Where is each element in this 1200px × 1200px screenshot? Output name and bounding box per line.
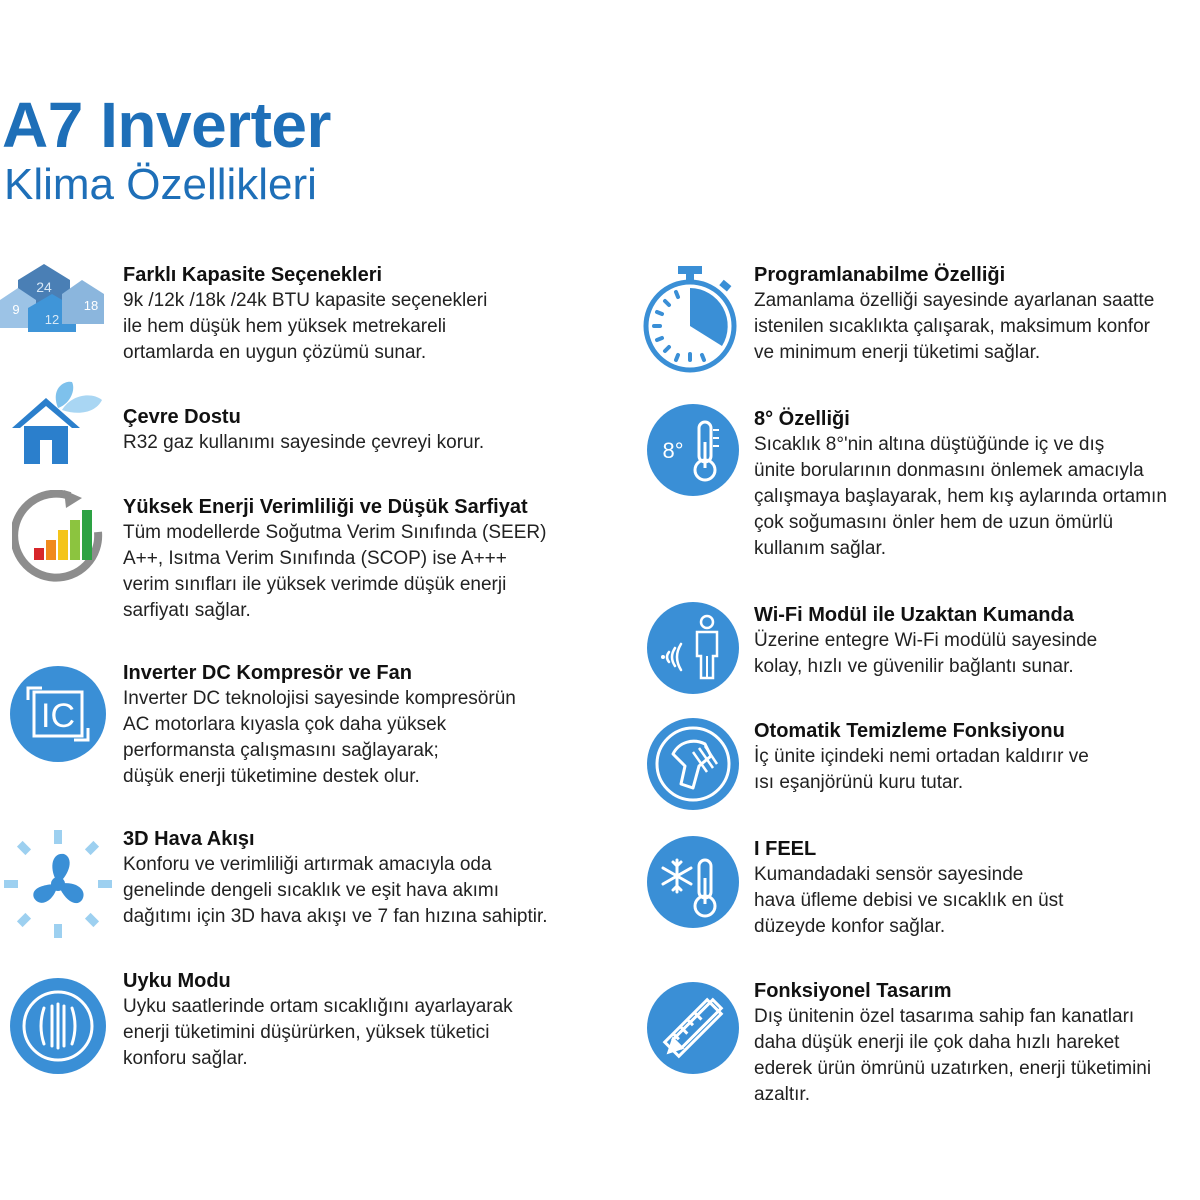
feature-line: Kumandadaki sensör sayesinde <box>754 864 1024 885</box>
i-feel-icon <box>645 834 741 930</box>
house-label-9: 9 <box>12 302 20 317</box>
feature-line: kullanım sağlar. <box>754 538 887 559</box>
feature-line: enerji tüketimini düşürürken, yüksek tüketici <box>123 1022 490 1043</box>
feature-line: R32 gaz kullanımı sayesinde çevreyi korur. <box>123 432 485 453</box>
feature-line: Tüm modellerde Soğutma Verim Sınıfında (SEER) <box>123 522 547 543</box>
feature-line: A++, Isıtma Verim Sınıfında (SCOP) ise A+++ <box>123 548 507 569</box>
self-clean-icon <box>645 716 741 812</box>
feature-capacity <box>123 262 487 366</box>
house-label-12: 12 <box>44 312 60 327</box>
feature-title: Otomatik Temizleme Fonksiyonu <box>754 720 1065 742</box>
functional-design-icon <box>645 980 741 1076</box>
feature-sleep <box>123 968 513 1072</box>
feature-line: sarfiyatı sağlar. <box>123 600 251 621</box>
feature-wifi <box>754 602 1097 680</box>
feature-line: Zamanlama özelliği sayesinde ayarlanan saatte <box>754 290 1155 311</box>
page-title: A7 Inverter <box>2 89 331 161</box>
fan-3d-airflow-icon <box>2 828 114 940</box>
feature-line: ortamlarda en uygun çözümü sunar. <box>123 342 427 363</box>
feature-title: Yüksek Enerji Verimliliği ve Düşük Sarfiyat <box>123 496 528 518</box>
houses-capacity-icon <box>0 262 110 334</box>
feature-line: çok soğumasını önler hem de uzun ömürlü <box>754 512 1114 533</box>
feature-title: 8° Özelliği <box>754 408 850 430</box>
feature-line: ünite borularının donmasını önlemek amacıyla <box>754 460 1144 481</box>
feature-line: hava üfleme debisi ve sıcaklık en üst <box>754 890 1064 911</box>
feature-title: Programlanabilme Özelliği <box>754 264 1006 286</box>
feature-line: ve minimum enerji tüketimi sağlar. <box>754 342 1041 363</box>
feature-line: Inverter DC teknolojisi sayesinde kompresörün <box>123 688 516 709</box>
feature-airflow <box>123 826 548 930</box>
feature-line: düşük enerji tüketimine destek olur. <box>123 766 420 787</box>
stopwatch-icon <box>640 264 740 376</box>
feature-self-clean <box>754 718 1089 796</box>
feature-eco <box>123 404 484 456</box>
wifi-person-icon <box>645 600 741 696</box>
feature-line: İç ünite içindeki nemi ortadan kaldırır ve <box>754 746 1089 767</box>
feature-inverter <box>123 660 516 790</box>
page-subtitle: Klima Özellikleri <box>4 160 317 209</box>
feature-line: dağıtımı için 3D hava akışı ve 7 fan hızına sahiptir. <box>123 906 548 927</box>
feature-line: kolay, hızlı ve güvenilir bağlantı sunar. <box>754 656 1074 677</box>
inverter-dc-icon <box>8 664 108 764</box>
feature-title: Inverter DC Kompresör ve Fan <box>123 662 412 684</box>
house-label-18: 18 <box>83 298 99 313</box>
feature-line: çalışmaya başlayarak, hem kış aylarında ortamın <box>754 486 1167 507</box>
sleep-mode-icon <box>8 976 108 1076</box>
eight-degree-label: 8° <box>662 438 684 463</box>
feature-8-degree <box>754 406 1167 562</box>
feature-i-feel <box>754 836 1063 940</box>
feature-energy <box>123 494 546 624</box>
feature-programmable <box>754 262 1154 366</box>
inverter-label: IC <box>41 697 75 735</box>
feature-design <box>754 978 1151 1108</box>
feature-line: verim sınıfları ile yüksek verimde düşük enerji <box>123 574 507 595</box>
feature-line: daha düşük enerji ile çok daha hızlı hareket <box>754 1032 1120 1053</box>
eco-house-icon <box>10 378 106 468</box>
feature-title: Uyku Modu <box>123 970 231 992</box>
feature-line: Üzerine entegre Wi-Fi modülü sayesinde <box>754 630 1098 651</box>
thermometer-8-icon <box>645 402 741 498</box>
feature-line: azaltır. <box>754 1084 810 1105</box>
feature-line: Uyku saatlerinde ortam sıcaklığını ayarlayarak <box>123 996 513 1017</box>
feature-line: genelinde dengeli sıcaklık ve eşit hava akımı <box>123 880 499 901</box>
feature-title: Farklı Kapasite Seçenekleri <box>123 264 383 286</box>
feature-line: 9k /12k /18k /24k BTU kapasite seçenekleri <box>123 290 488 311</box>
feature-line: düzeyde konfor sağlar. <box>754 916 946 937</box>
feature-line: ile hem düşük hem yüksek metrekareli <box>123 316 447 337</box>
feature-line: ederek ürün ömrünü uzatırken, enerji tüketimini <box>754 1058 1152 1079</box>
feature-line: Sıcaklık 8°'nin altına düştüğünde iç ve dış <box>754 434 1105 455</box>
feature-title: I FEEL <box>754 838 817 860</box>
feature-title: Wi-Fi Modül ile Uzaktan Kumanda <box>754 604 1074 626</box>
feature-line: Dış ünitenin özel tasarıma sahip fan kanatları <box>754 1006 1135 1027</box>
feature-line: performansta çalışmasını sağlayarak; <box>123 740 439 761</box>
feature-line: ısı eşanjörünü kuru tutar. <box>754 772 964 793</box>
house-label-24: 24 <box>36 279 52 295</box>
feature-title: 3D Hava Akışı <box>123 828 255 850</box>
feature-title: Fonksiyonel Tasarım <box>754 980 952 1002</box>
feature-title: Çevre Dostu <box>123 406 241 428</box>
feature-line: konforu sağlar. <box>123 1048 248 1069</box>
energy-efficiency-icon <box>12 490 104 582</box>
feature-line: AC motorlara kıyasla çok daha yüksek <box>123 714 447 735</box>
feature-line: Konforu ve verimliliği artırmak amacıyla oda <box>123 854 492 875</box>
feature-line: istenilen sıcaklıkta çalışarak, maksimum konfor <box>754 316 1150 337</box>
